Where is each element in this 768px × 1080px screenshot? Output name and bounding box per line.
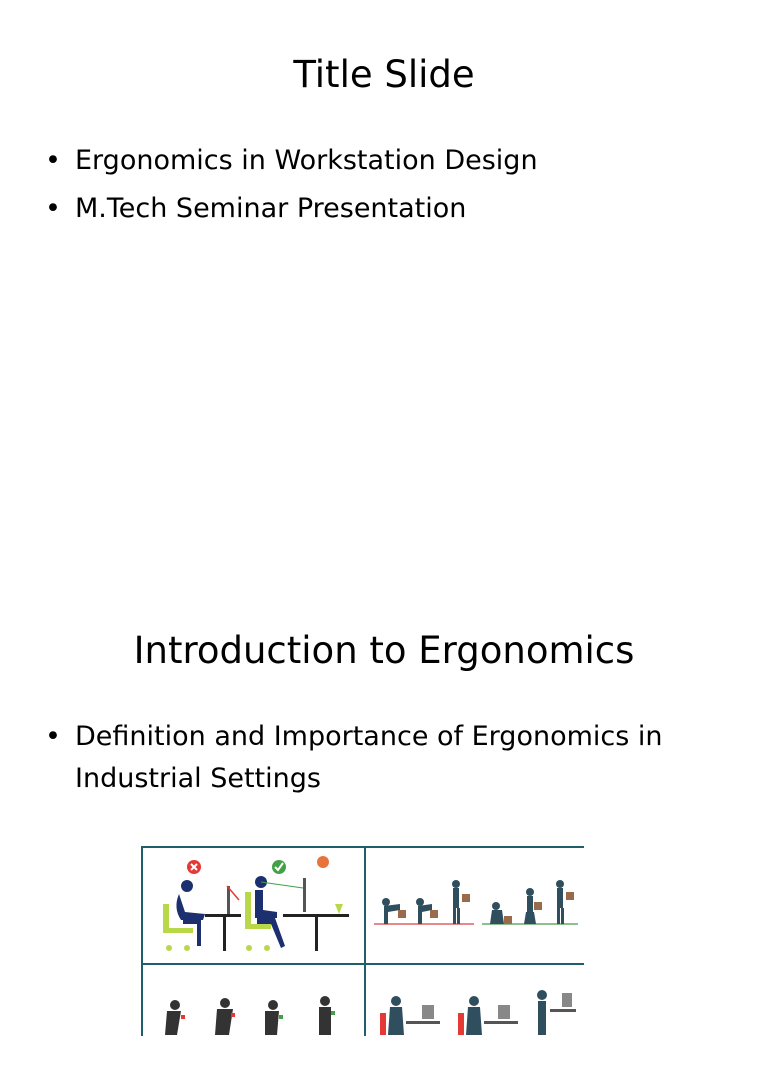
lifting-posture-icon [366,848,587,963]
list-item [45,188,705,230]
lifting-posture-panel [366,848,587,963]
desk-postures-panel [366,965,587,1080]
bullet-icon: • [45,145,61,176]
list-item [45,140,705,182]
slide-2-title: Introduction to Ergonomics [133,629,635,672]
bullet-text: Ergonomics in Workstation Design [75,145,538,176]
desk-postures-icon [366,965,587,1080]
list-item [45,716,705,800]
bending-postures-panel [143,965,364,1080]
bullet-text: Definition and Importance of Ergonomics in Industrial Settings [75,721,663,794]
sitting-posture-icon [143,848,364,963]
sitting-posture-panel [143,848,364,963]
slide-2-bullets [45,716,705,806]
ergonomics-illustration [141,846,584,1036]
slide-1-title: Title Slide [293,53,475,96]
bullet-icon: • [45,193,61,224]
slide-1-bullets [45,140,705,236]
bullet-text: M.Tech Seminar Presentation [75,193,467,224]
bending-postures-icon [143,965,364,1080]
bullet-icon: • [45,721,61,752]
